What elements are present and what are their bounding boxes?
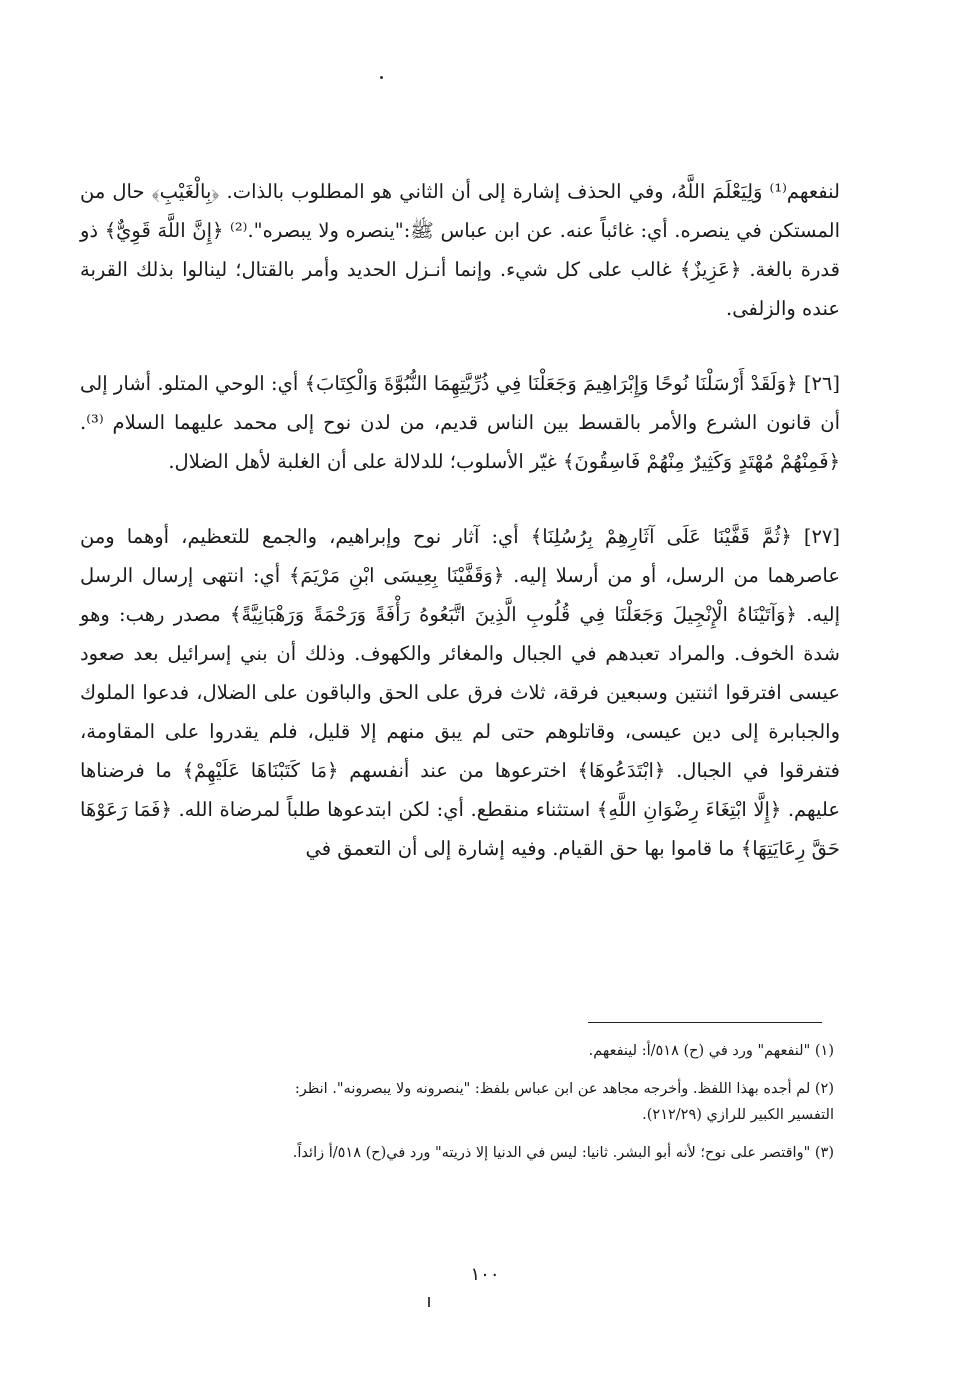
scan-speck bbox=[380, 76, 383, 79]
footnotes bbox=[262, 1038, 834, 1178]
paragraph-verse-27: [٢٧] ﴿ثُمَّ قَفَّيْنَا عَلَى آثَارِهِمْ بِرُسُلِنَا﴾ أي: آثار نوح وإبراهيم، والجمع للتعظيم، أوهما ومن عاصرهما من الرسل، أو من أرسلا إليه. ﴿وَقَفَّيْنَا بِعِيسَى ابْنِ مَرْيَمَ﴾ أي: انتهى إرسال الرسل إليه. ﴿وَآتَيْنَاهُ الْإِنْجِيلَ وَجَعَلْنَا فِي قُلُوبِ الَّذِينَ اتَّبَعُوهُ رَأْفَةً وَرَحْمَةً وَرَهْبَانِيَّةً﴾ مصدر رهب: وهو شدة الخوف. والمراد تعبدهم في الجبال والمغائر والكهوف. وذلك أن بني إسرائيل بعد صعود عيسى افترقوا اثنتين وسبعين فرقة، ثلاث فرق على الحق والباقون على الضلال، فدعوا الملوك والجبابرة إلى دين عيسى، وقاتلوهم حتى لم يبق منهم إلا قليل، فلم يقدروا على المقاومة، فتفرقوا في الجبال. ﴿ابْتَدَعُوهَا﴾ اخترعوها من عند أنفسهم ﴿مَا كَتَبْنَاهَا عَلَيْهِمْ﴾ ما فرضناها عليهم. ﴿إِلَّا ابْتِغَاءَ رِضْوَانِ اللَّهِ﴾ استثناء منقطع. أي: لكن ابتدعوها طلباً لمرضاة الله. ﴿فَمَا رَعَوْهَا حَقَّ رِعَايَتِهَا﴾ ما قاموا بها حق القيام. وفيه إشارة إلى أن التعمق في bbox=[80, 525, 840, 860]
page-number: ١٠٠ bbox=[470, 1264, 500, 1285]
paragraph-intro: لنفعهم⁽¹⁾ وَلِيَعْلَمَ اللَّهُ، وفي الحذف إشارة إلى أن الثاني هو المطلوب بالذات. ﴿بِالْغَيْبِ﴾ حال من المستكن في ينصره. أي: غائباً عنه. عن ابن عباس ﷺ:"ينصره ولا يبصره".⁽²⁾ ﴿إِنَّ اللَّهَ قَوِيٌّ﴾ ذو قدرة بالغة. ﴿عَزِيزٌ﴾ غالب على كل شيء. وإنما أنـزل الحديد وأمر بالقتال؛ لينالوا بذلك القربة عنده والزلفى. bbox=[80, 180, 841, 320]
footnote-divider bbox=[588, 1022, 822, 1023]
scan-mark bbox=[428, 1297, 430, 1307]
footnote-1: (١) "لنفعهم" ورد في (ح) ٥١٨/أ: لينفعهم. bbox=[588, 1043, 834, 1059]
paragraph-verse-26: [٢٦] ﴿وَلَقَدْ أَرْسَلْنَا نُوحًا وَإِبْرَاهِيمَ وَجَعَلْنَا فِي ذُرِّيَّتِهِمَا النُّبُوَّةَ وَالْكِتَابَ﴾ أي: الوحي المتلو. أشار إلى أن قانون الشرع والأمر بالقسط بين الناس قديم، من لدن نوح إلى محمد عليهما السلام ⁽³⁾. ﴿فَمِنْهُمْ مُهْتَدٍ وَكَثِيرٌ مِنْهُمْ فَاسِقُونَ﴾ غيّر الأسلوب؛ للدلالة على أن الغلبة لأهل الضلال. bbox=[80, 372, 840, 473]
footnote-2: (٢) لم أجده بهذا اللفظ. وأخرجه مجاهد عن ابن عباس بلفظ: "ينصرونه ولا يبصرونه". انظر: التفسير الكبير للرازي (٢١٢/٢٩). bbox=[294, 1081, 834, 1123]
main-text bbox=[80, 172, 840, 868]
footnote-3: (٣) "واقتصر على نوح؛ لأنه أبو البشر. ثانيا: ليس في الدنيا إلا ذريته" ورد في(ح) ٥١٨/أ زائداً. bbox=[292, 1145, 834, 1161]
